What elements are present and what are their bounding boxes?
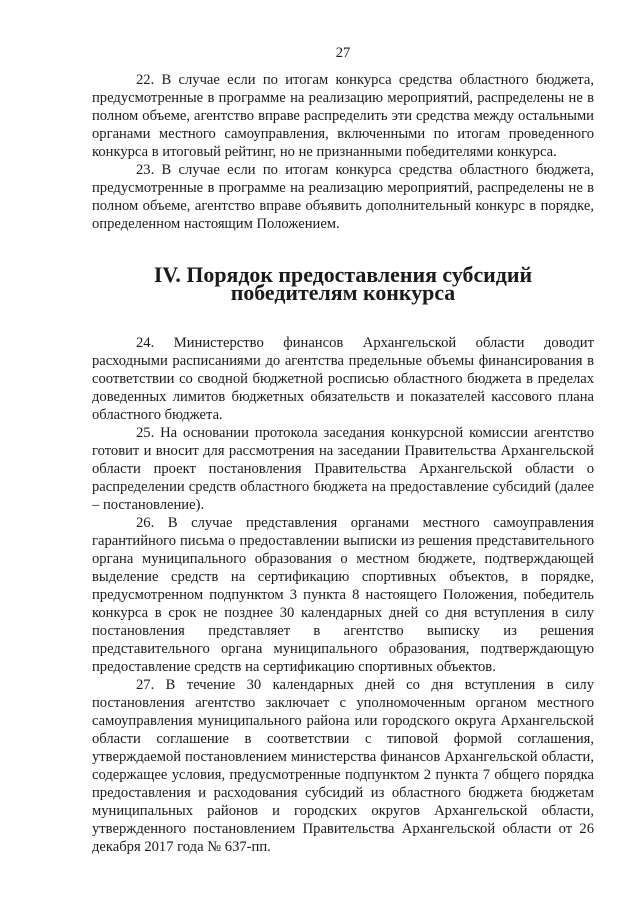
paragraph-27: 27. В течение 30 календарных дней со дня вступления в силу постановления агентство заключает с уполномоченным органом местного самоуправления муниципального района или городского округа Архангельской области соглашение в соответствии с типовой формой соглашения, утверждаемой постановлением министерства финансов Архангельской области, содержащее условия, предусмотренные подпунктом 2 пункта 7 общего порядка предоставления и расходования субсидий из областного бюджета бюджетам муниципальных районов и городских округов Архангельской области, утвержденного постановлением Правительства Архангельской области от 26 декабря 2017 года № 637-пп. bbox=[92, 677, 594, 855]
paragraph-23: 23. В случае если по итогам конкурса средства областного бюджета, предусмотренные в программе на реализацию мероприятий, распределены не в полном объеме, агентство вправе объявить дополнительный конкурс в порядке, определенном настоящим Положением. bbox=[92, 162, 594, 232]
document-page bbox=[92, 44, 594, 856]
section-heading: IV. Порядок предоставления субсидий победителям конкурса bbox=[153, 262, 533, 305]
paragraph-22: 22. В случае если по итогам конкурса средства областного бюджета, предусмотренные в программе на реализацию мероприятий, распределены не в полном объеме, агентство вправе распределить эти средства между остальными органами местного самоуправления, включенными по итогам проведенного конкурса в итоговый рейтинг, но не признанными победителями конкурса. bbox=[92, 72, 594, 160]
paragraph-26: 26. В случае представления органами местного самоуправления гарантийного письма о предоставлении выписки из решения представительного органа муниципального образования о местном бюджете, подтверждающей выделение средств на сертификацию спортивных объектов, в порядке, предусмотренном подпунктом 3 пункта 8 настоящего Положения, победитель конкурса в срок не позднее 30 календарных дней со дня вступления в силу постановления представляет в агентство выписку из решения представительного органа муниципального образования, подтверждающую предоставление средств на сертификацию спортивных объектов. bbox=[92, 515, 594, 675]
paragraph-25: 25. На основании протокола заседания конкурсной комиссии агентство готовит и вносит для рассмотрения на заседании Правительства Архангельской области проект постановления Правительства Архангельской области о распределении средств областного бюджета на предоставление субсидий (далее – постановление). bbox=[92, 425, 594, 513]
paragraph-24: 24. Министерство финансов Архангельской области доводит расходными расписаниями до агентства предельные объемы финансирования в соответствии со сводной бюджетной росписью областного бюджета в пределах доведенных лимитов бюджетных обязательств и показателей кассового плана областного бюджета. bbox=[92, 335, 594, 423]
page-number: 27 bbox=[335, 45, 351, 61]
